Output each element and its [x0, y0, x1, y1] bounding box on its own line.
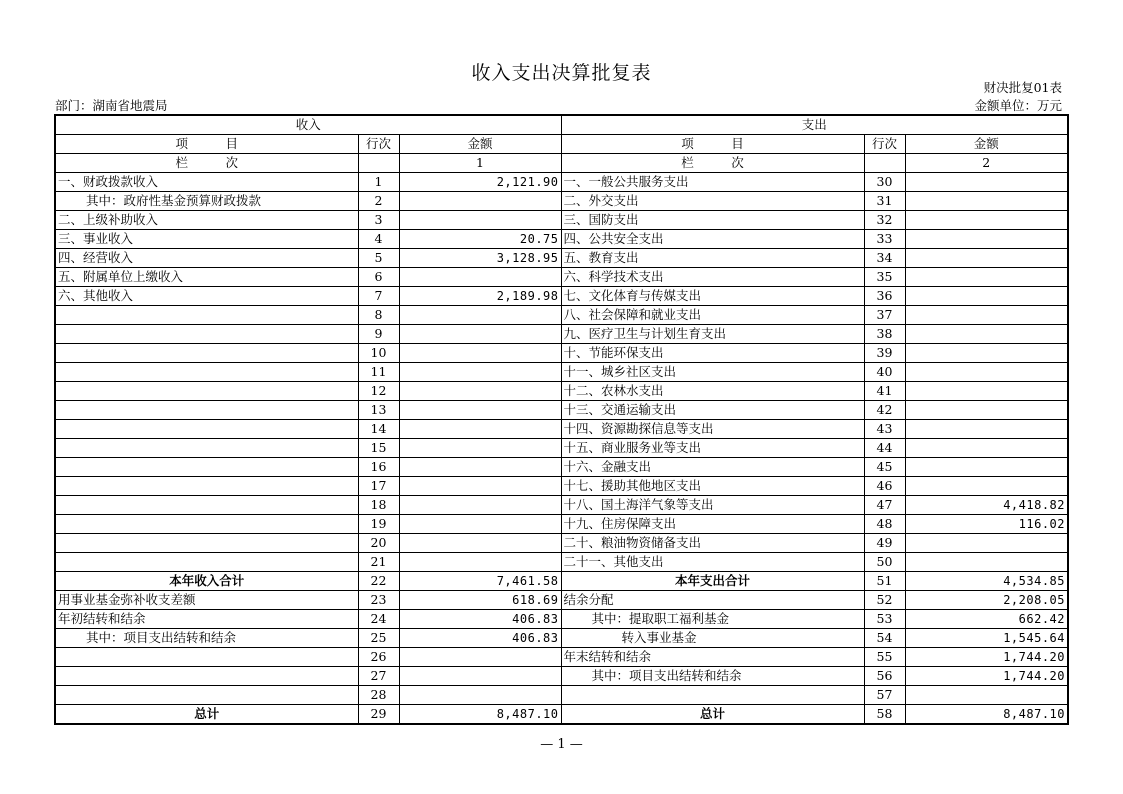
expense-item-cell: 其中：提取职工福利基金 — [561, 610, 864, 629]
income-item-cell: 年初结转和结余 — [55, 610, 358, 629]
income-amount-cell — [399, 363, 561, 382]
expense-rowno-cell: 36 — [864, 287, 905, 306]
expense-item-cell: 六、科学技术支出 — [561, 268, 864, 287]
expense-amount-cell — [905, 344, 1068, 363]
expense-rowno-header: 行次 — [864, 135, 905, 154]
expense-item-cell: 三、国防支出 — [561, 211, 864, 230]
income-item-cell — [55, 686, 358, 705]
expense-amount-cell — [905, 458, 1068, 477]
income-item-cell — [55, 420, 358, 439]
expense-amount-cell — [905, 553, 1068, 572]
expense-amount-cell — [905, 477, 1068, 496]
expense-rowno-cell: 34 — [864, 249, 905, 268]
income-amount-cell — [399, 686, 561, 705]
income-rowno-cell: 10 — [358, 344, 399, 363]
income-rowno-cell: 9 — [358, 325, 399, 344]
expense-amount-cell — [905, 173, 1068, 192]
expense-amount-cell — [905, 192, 1068, 211]
expense-amount-cell — [905, 363, 1068, 382]
expense-amount-cell — [905, 306, 1068, 325]
table-row — [55, 287, 1068, 306]
group-header-row — [55, 115, 1068, 135]
table-row — [55, 591, 1068, 610]
expense-item-cell: 十、节能环保支出 — [561, 344, 864, 363]
income-rowno-cell: 7 — [358, 287, 399, 306]
table-row — [55, 458, 1068, 477]
expense-rowno-cell: 49 — [864, 534, 905, 553]
income-amount-cell — [399, 458, 561, 477]
expense-amount-cell: 4,534.85 — [905, 572, 1068, 591]
table-row — [55, 534, 1068, 553]
table-row — [55, 439, 1068, 458]
income-amount-cell: 20.75 — [399, 230, 561, 249]
expense-amount-cell: 1,744.20 — [905, 667, 1068, 686]
income-item-cell — [55, 306, 358, 325]
table-row — [55, 363, 1068, 382]
income-rowno-cell: 25 — [358, 629, 399, 648]
expense-group-header: 支出 — [561, 115, 1068, 135]
income-item-cell: 总计 — [55, 705, 358, 725]
income-amount-cell — [399, 211, 561, 230]
expense-col-empty — [864, 154, 905, 173]
income-col-empty — [358, 154, 399, 173]
income-amount-cell — [399, 268, 561, 287]
income-rowno-cell: 27 — [358, 667, 399, 686]
income-amount-cell — [399, 306, 561, 325]
income-item-cell — [55, 344, 358, 363]
income-item-cell: 用事业基金弥补收支差额 — [55, 591, 358, 610]
income-item-cell — [55, 477, 358, 496]
expense-amount-cell — [905, 401, 1068, 420]
expense-item-cell: 十四、资源勘探信息等支出 — [561, 420, 864, 439]
income-item-cell — [55, 401, 358, 420]
expense-item-cell: 四、公共安全支出 — [561, 230, 864, 249]
income-amount-cell: 3,128.95 — [399, 249, 561, 268]
expense-amount-cell — [905, 534, 1068, 553]
expense-amount-cell — [905, 230, 1068, 249]
income-rowno-cell: 13 — [358, 401, 399, 420]
expense-item-cell: 九、医疗卫生与计划生育支出 — [561, 325, 864, 344]
income-item-cell: 一、财政拨款收入 — [55, 173, 358, 192]
expense-amount-header: 金额 — [905, 135, 1068, 154]
income-amount-cell: 618.69 — [399, 591, 561, 610]
income-rowno-cell: 2 — [358, 192, 399, 211]
income-amount-cell — [399, 382, 561, 401]
income-amount-cell — [399, 192, 561, 211]
expense-amount-cell: 1,744.20 — [905, 648, 1068, 667]
income-amount-cell: 2,121.90 — [399, 173, 561, 192]
expense-rowno-cell: 55 — [864, 648, 905, 667]
expense-item-cell: 年末结转和结余 — [561, 648, 864, 667]
income-item-cell — [55, 325, 358, 344]
income-item-cell — [55, 496, 358, 515]
table-row — [55, 667, 1068, 686]
expense-item-cell: 二十一、其他支出 — [561, 553, 864, 572]
income-item-cell: 本年收入合计 — [55, 572, 358, 591]
income-amount-cell: 8,487.10 — [399, 705, 561, 725]
income-rowno-cell: 12 — [358, 382, 399, 401]
expense-rowno-cell: 44 — [864, 439, 905, 458]
expense-rowno-cell: 30 — [864, 173, 905, 192]
expense-amount-cell — [905, 686, 1068, 705]
income-amount-cell — [399, 534, 561, 553]
income-rowno-header: 行次 — [358, 135, 399, 154]
expense-item-cell: 其中：项目支出结转和结余 — [561, 667, 864, 686]
table-row — [55, 572, 1068, 591]
income-rowno-cell: 11 — [358, 363, 399, 382]
table-row — [55, 268, 1068, 287]
income-item-cell — [55, 439, 358, 458]
expense-amount-cell: 116.02 — [905, 515, 1068, 534]
expense-rowno-cell: 57 — [864, 686, 905, 705]
table-row — [55, 230, 1068, 249]
expense-amount-cell — [905, 382, 1068, 401]
expense-item-cell: 七、文化体育与传媒支出 — [561, 287, 864, 306]
department-label: 部门：湖南省地震局 — [55, 98, 168, 113]
income-rowno-cell: 28 — [358, 686, 399, 705]
expense-item-cell: 八、社会保障和就业支出 — [561, 306, 864, 325]
table-row — [55, 686, 1068, 705]
expense-rowno-cell: 58 — [864, 705, 905, 725]
income-amount-cell: 2,189.98 — [399, 287, 561, 306]
income-rowno-cell: 23 — [358, 591, 399, 610]
expense-item-cell: 结余分配 — [561, 591, 864, 610]
table-row — [55, 173, 1068, 192]
expense-item-cell: 十一、城乡社区支出 — [561, 363, 864, 382]
expense-item-cell: 十三、交通运输支出 — [561, 401, 864, 420]
expense-rowno-cell: 56 — [864, 667, 905, 686]
expense-amount-cell — [905, 420, 1068, 439]
expense-item-cell: 十六、金融支出 — [561, 458, 864, 477]
income-rowno-cell: 26 — [358, 648, 399, 667]
form-number: 财决批复01表 — [983, 80, 1062, 95]
income-rowno-cell: 5 — [358, 249, 399, 268]
page-title: 收入支出决算批复表 — [471, 62, 652, 84]
income-amount-cell — [399, 667, 561, 686]
income-item-cell: 其中：项目支出结转和结余 — [55, 629, 358, 648]
budget-approval-table — [54, 114, 1069, 725]
income-rowno-cell: 17 — [358, 477, 399, 496]
income-item-cell: 三、事业收入 — [55, 230, 358, 249]
expense-amount-cell — [905, 249, 1068, 268]
expense-item-cell: 转入事业基金 — [561, 629, 864, 648]
table-row — [55, 705, 1068, 725]
income-amount-cell: 7,461.58 — [399, 572, 561, 591]
income-rowno-cell: 15 — [358, 439, 399, 458]
income-item-header: 项 目 — [55, 135, 358, 154]
income-item-cell — [55, 515, 358, 534]
table-row — [55, 477, 1068, 496]
expense-item-cell: 十五、商业服务业等支出 — [561, 439, 864, 458]
expense-amount-cell: 1,545.64 — [905, 629, 1068, 648]
expense-item-cell — [561, 686, 864, 705]
income-rowno-cell: 24 — [358, 610, 399, 629]
income-rowno-cell: 4 — [358, 230, 399, 249]
income-item-cell: 二、上级补助收入 — [55, 211, 358, 230]
income-rowno-cell: 18 — [358, 496, 399, 515]
income-amount-cell — [399, 420, 561, 439]
income-amount-cell: 406.83 — [399, 610, 561, 629]
income-item-cell — [55, 667, 358, 686]
income-rowno-cell: 20 — [358, 534, 399, 553]
expense-amount-cell: 662.42 — [905, 610, 1068, 629]
table-row — [55, 325, 1068, 344]
expense-rowno-cell: 40 — [864, 363, 905, 382]
expense-amount-cell — [905, 268, 1068, 287]
income-rowno-cell: 8 — [358, 306, 399, 325]
expense-rowno-cell: 46 — [864, 477, 905, 496]
expense-col-no: 2 — [905, 154, 1068, 173]
income-rowno-cell: 19 — [358, 515, 399, 534]
income-amount-header: 金额 — [399, 135, 561, 154]
expense-amount-cell — [905, 211, 1068, 230]
income-amount-cell — [399, 325, 561, 344]
table-row — [55, 496, 1068, 515]
expense-rowno-cell: 33 — [864, 230, 905, 249]
expense-item-cell: 一、一般公共服务支出 — [561, 173, 864, 192]
expense-item-cell: 十二、农林水支出 — [561, 382, 864, 401]
income-rowno-cell: 29 — [358, 705, 399, 725]
expense-rowno-cell: 45 — [864, 458, 905, 477]
income-rowno-cell: 21 — [358, 553, 399, 572]
expense-item-cell: 十九、住房保障支出 — [561, 515, 864, 534]
expense-rowno-cell: 37 — [864, 306, 905, 325]
expense-rowno-cell: 48 — [864, 515, 905, 534]
expense-item-cell: 本年支出合计 — [561, 572, 864, 591]
table-row — [55, 382, 1068, 401]
expense-rowno-cell: 47 — [864, 496, 905, 515]
expense-amount-cell: 4,418.82 — [905, 496, 1068, 515]
expense-rowno-cell: 43 — [864, 420, 905, 439]
expense-item-cell: 十八、国土海洋气象等支出 — [561, 496, 864, 515]
expense-rowno-cell: 52 — [864, 591, 905, 610]
table-row — [55, 420, 1068, 439]
income-rowno-cell: 3 — [358, 211, 399, 230]
table-row — [55, 648, 1068, 667]
table-row — [55, 211, 1068, 230]
income-item-cell: 五、附属单位上缴收入 — [55, 268, 358, 287]
income-item-cell — [55, 553, 358, 572]
expense-rowno-cell: 54 — [864, 629, 905, 648]
income-item-cell — [55, 363, 358, 382]
expense-amount-cell: 8,487.10 — [905, 705, 1068, 725]
income-rowno-cell: 14 — [358, 420, 399, 439]
expense-rowno-cell: 41 — [864, 382, 905, 401]
income-amount-cell — [399, 553, 561, 572]
income-amount-cell: 406.83 — [399, 629, 561, 648]
table-row — [55, 515, 1068, 534]
table-row — [55, 306, 1068, 325]
expense-rowno-cell: 50 — [864, 553, 905, 572]
income-item-cell: 四、经营收入 — [55, 249, 358, 268]
column-number-row — [55, 154, 1068, 173]
income-item-cell: 六、其他收入 — [55, 287, 358, 306]
income-item-cell — [55, 458, 358, 477]
income-item-cell — [55, 534, 358, 553]
income-amount-cell — [399, 477, 561, 496]
income-item-cell — [55, 382, 358, 401]
expense-amount-cell — [905, 439, 1068, 458]
income-amount-cell — [399, 496, 561, 515]
income-amount-cell — [399, 344, 561, 363]
income-col-label: 栏 次 — [55, 154, 358, 173]
column-header-row — [55, 135, 1068, 154]
expense-rowno-cell: 39 — [864, 344, 905, 363]
expense-amount-cell: 2,208.05 — [905, 591, 1068, 610]
income-amount-cell — [399, 515, 561, 534]
income-item-cell: 其中：政府性基金预算财政拨款 — [55, 192, 358, 211]
income-rowno-cell: 16 — [358, 458, 399, 477]
expense-item-cell: 五、教育支出 — [561, 249, 864, 268]
income-item-cell — [55, 648, 358, 667]
expense-item-cell: 二十、粮油物资储备支出 — [561, 534, 864, 553]
table-row — [55, 629, 1068, 648]
expense-rowno-cell: 38 — [864, 325, 905, 344]
table-row — [55, 249, 1068, 268]
income-group-header: 收入 — [55, 115, 561, 135]
table-row — [55, 610, 1068, 629]
expense-rowno-cell: 32 — [864, 211, 905, 230]
expense-item-header: 项 目 — [561, 135, 864, 154]
expense-rowno-cell: 42 — [864, 401, 905, 420]
expense-item-cell: 二、外交支出 — [561, 192, 864, 211]
expense-rowno-cell: 31 — [864, 192, 905, 211]
table-row — [55, 344, 1068, 363]
expense-amount-cell — [905, 287, 1068, 306]
income-amount-cell — [399, 648, 561, 667]
table-row — [55, 401, 1068, 420]
page-number: — 1 — — [540, 737, 583, 752]
expense-col-label: 栏 次 — [561, 154, 864, 173]
income-rowno-cell: 22 — [358, 572, 399, 591]
table-row — [55, 192, 1068, 211]
expense-item-cell: 十七、援助其他地区支出 — [561, 477, 864, 496]
expense-item-cell: 总计 — [561, 705, 864, 725]
expense-amount-cell — [905, 325, 1068, 344]
income-rowno-cell: 1 — [358, 173, 399, 192]
expense-rowno-cell: 53 — [864, 610, 905, 629]
amount-unit-label: 金额单位：万元 — [974, 98, 1062, 113]
income-amount-cell — [399, 401, 561, 420]
income-rowno-cell: 6 — [358, 268, 399, 287]
table-row — [55, 553, 1068, 572]
income-col-no: 1 — [399, 154, 561, 173]
expense-rowno-cell: 35 — [864, 268, 905, 287]
expense-rowno-cell: 51 — [864, 572, 905, 591]
income-amount-cell — [399, 439, 561, 458]
